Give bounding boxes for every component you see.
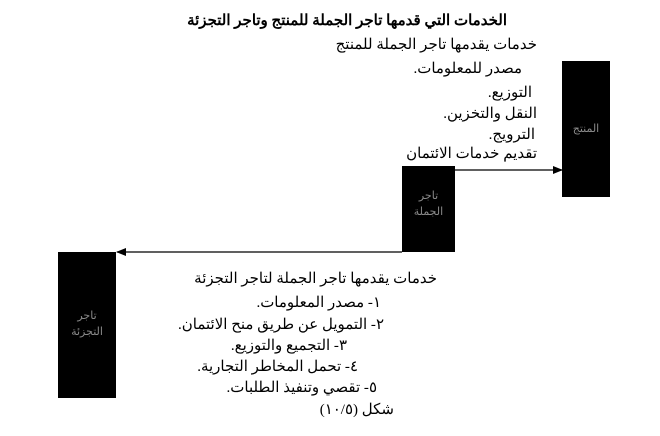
top-service-item: الترويج. xyxy=(488,127,535,143)
top-service-item: التوزيع. xyxy=(487,85,532,101)
wholesaler-label-line2: الجملة xyxy=(413,205,444,218)
top-services-heading: خدمات يقدمها تاجر الجملة للمنتج xyxy=(335,37,537,53)
top-service-item: النقل والتخزين. xyxy=(443,106,537,122)
bottom-service-item: ٢- التمويل عن طريق منح الائتمان. xyxy=(178,317,384,333)
diagram-title: الخدمات التي قدمها تاجر الجملة للمنتج وتاجر التجزئة xyxy=(187,13,507,29)
bottom-services-heading: خدمات يقدمها تاجر الجملة لتاجر التجزئة xyxy=(194,271,437,287)
bottom-service-item: ٥- تقصي وتنفيذ الطلبات. xyxy=(226,380,377,396)
bottom-service-item: ٣- التجميع والتوزيع. xyxy=(230,338,347,354)
top-service-item: مصدر للمعلومات. xyxy=(413,61,522,77)
bottom-service-item: ١- مصدر المعلومات. xyxy=(256,295,381,311)
retailer-label-line2: التجزئة xyxy=(71,325,103,338)
producer-label: المنتج xyxy=(572,122,600,135)
wholesaler-label-line1: تاجر xyxy=(418,189,439,202)
bottom-service-item: ٤- تحمل المخاطر التجارية. xyxy=(197,359,358,375)
top-service-item: تقديم خدمات الائتمان xyxy=(406,146,537,162)
figure-caption: شكل (١٠/٥) xyxy=(319,402,394,418)
retailer-label-line1: تاجر xyxy=(77,309,97,322)
